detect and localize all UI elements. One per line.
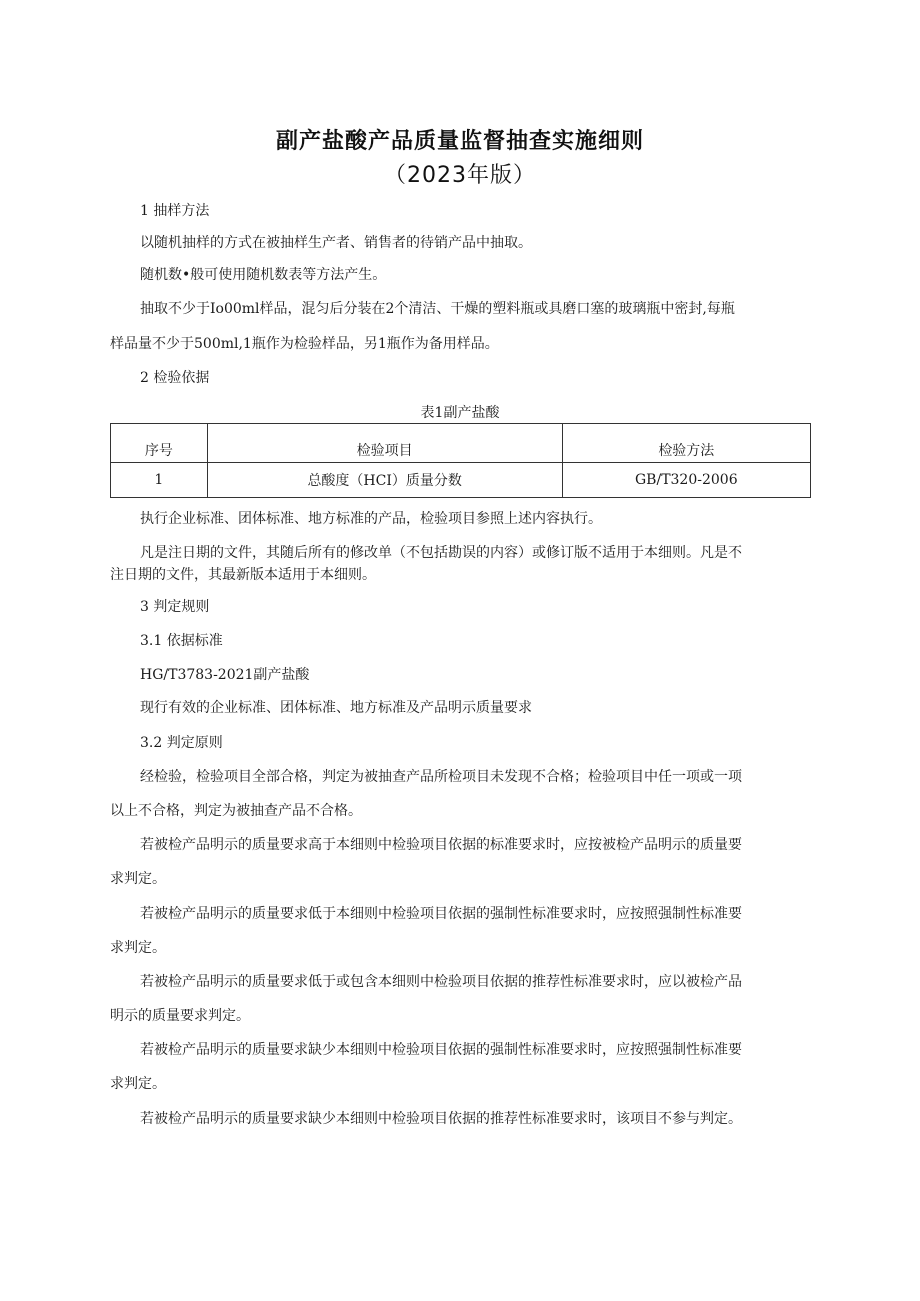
section-2-paragraph: 凡是注日期的文件，其随后所有的修改单（不包括勘误的内容）或修订版不适用于本细则。凡是不 [140,545,742,561]
section-2-paragraph: 执行企业标准、团体标准、地方标准的产品，检验项目参照上述内容执行。 [140,511,602,527]
table-caption: 表1副产盐酸 [420,405,500,421]
judgment-paragraph: 若被检产品明示的质量要求低于本细则中检验项目依据的强制性标准要求时，应按照强制性标准要 [140,906,742,922]
judgment-paragraph: 经检验，检验项目全部合格，判定为被抽查产品所检项目未发现不合格；检验项目中任一项或一项 [140,769,742,785]
table-cell: GB/T320-2006 [562,463,810,498]
section-3-1-paragraph: 现行有效的企业标准、团体标准、地方标准及产品明示质量要求 [140,700,532,716]
section-3-1-heading: 3.1 依据标准 [140,633,223,649]
section-1-paragraph-continued: 样品量不少于500ml,1瓶作为检验样品，另1瓶作为备用样品。 [110,336,499,352]
inspection-table [110,423,811,498]
table-row [111,463,811,498]
judgment-paragraph-continued: 明示的质量要求判定。 [110,1008,250,1024]
table-header-cell: 检验项目 [207,424,562,463]
judgment-paragraph-continued: 以上不合格，判定为被抽查产品不合格。 [110,803,362,819]
section-3-heading: 3 判定规则 [140,599,210,615]
judgment-paragraph-continued: 求判定。 [110,940,166,956]
table-header-cell: 序号 [111,424,208,463]
section-1-heading: 1 抽样方法 [140,203,210,219]
section-1-paragraph: 随机数•般可使用随机数表等方法产生。 [140,267,387,283]
section-3-2-heading: 3.2 判定原则 [140,735,223,751]
table-header-row [111,424,811,463]
table-cell: 1 [111,463,208,498]
judgment-paragraph-continued: 求判定。 [110,871,166,887]
judgment-paragraph: 若被检产品明示的质量要求缺少本细则中检验项目依据的推荐性标准要求时，该项目不参与判定。 [140,1111,742,1127]
table-cell: 总酸度（HCI）质量分数 [207,463,562,498]
section-2-heading: 2 检验依据 [140,370,210,386]
judgment-paragraph: 若被检产品明示的质量要求缺少本细则中检验项目依据的强制性标准要求时，应按照强制性标准要 [140,1042,742,1058]
standard-reference: HG/T3783-2021副产盐酸 [140,667,310,683]
document-subtitle: （2023年版） [384,163,536,188]
judgment-paragraph-continued: 求判定。 [110,1076,166,1092]
section-1-paragraph: 抽取不少于Io00ml样品，混匀后分装在2个清洁、干燥的塑料瓶或具磨口塞的玻璃瓶中密封,每瓶 [140,301,735,317]
section-1-paragraph: 以随机抽样的方式在被抽样生产者、销售者的待销产品中抽取。 [140,235,532,251]
judgment-paragraph: 若被检产品明示的质量要求低于或包含本细则中检验项目依据的推荐性标准要求时，应以被检产品 [140,974,742,990]
document-title: 副产盐酸产品质量监督抽查实施细则 [275,129,644,154]
section-2-paragraph-continued: 注日期的文件，其最新版本适用于本细则。 [110,567,376,583]
judgment-paragraph: 若被检产品明示的质量要求高于本细则中检验项目依据的标准要求时，应按被检产品明示的质量要 [140,837,742,853]
table-header-cell: 检验方法 [562,424,810,463]
